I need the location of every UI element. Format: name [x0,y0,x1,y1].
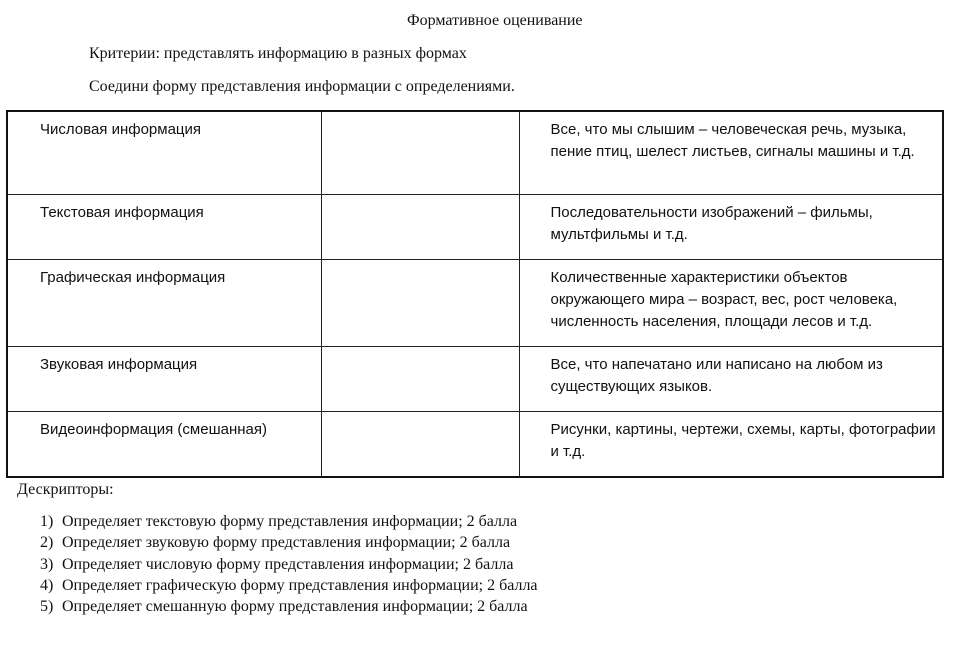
form-cell: Графическая информация [7,259,321,346]
item-number: 2) [40,534,54,552]
form-cell: Видеоинформация (смешанная) [7,411,321,477]
definition-cell: Все, что напечатано или написано на любом из существующих языков. [519,346,943,411]
list-item [40,596,538,617]
criteria-text: Критерии: представлять информацию в разных формах [89,45,467,62]
item-text: Определяет звуковую форму представления информации; 2 балла [62,534,511,552]
descriptors-title: Дескрипторы: [17,481,114,498]
list-item [40,554,538,575]
form-cell: Звуковая информация [7,346,321,411]
item-number: 5) [40,598,54,616]
list-item [40,511,538,532]
answer-cell[interactable] [321,111,519,194]
item-number: 3) [40,555,54,573]
definition-cell: Все, что мы слышим – человеческая речь, музыка, пение птиц, шелест листьев, сигналы машины и т.д. [519,111,943,194]
descriptors-list [40,511,538,617]
item-text: Определяет текстовую форму представления информации; 2 балла [62,513,518,530]
item-text: Определяет числовую форму представления информации; 2 балла [62,555,514,573]
table-row [7,194,943,259]
item-number: 1) [40,513,54,530]
definition-cell: Количественные характеристики объектов окружающего мира – возраст, вес, рост человека, численность населения, площади лесов и т.д. [519,259,943,346]
item-text: Определяет графическую форму представления информации; 2 балла [62,576,538,594]
table-row [7,259,943,346]
list-item [40,532,538,553]
answer-cell[interactable] [321,411,519,477]
item-number: 4) [40,576,54,594]
matching-table [6,110,944,478]
instruction-text: Соедини форму представления информации с определениями. [89,78,515,95]
table-row [7,346,943,411]
answer-cell[interactable] [321,259,519,346]
table-row [7,411,943,477]
list-item [40,575,538,596]
definition-cell: Рисунки, картины, чертежи, схемы, карты, фотографии и т.д. [519,411,943,477]
form-cell: Числовая информация [7,111,321,194]
page-title: Формативное оценивание [407,12,583,29]
item-text: Определяет смешанную форму представления информации; 2 балла [62,598,528,616]
answer-cell[interactable] [321,346,519,411]
answer-cell[interactable] [321,194,519,259]
definition-cell: Последовательности изображений – фильмы, мультфильмы и т.д. [519,194,943,259]
form-cell: Текстовая информация [7,194,321,259]
table-row [7,111,943,194]
